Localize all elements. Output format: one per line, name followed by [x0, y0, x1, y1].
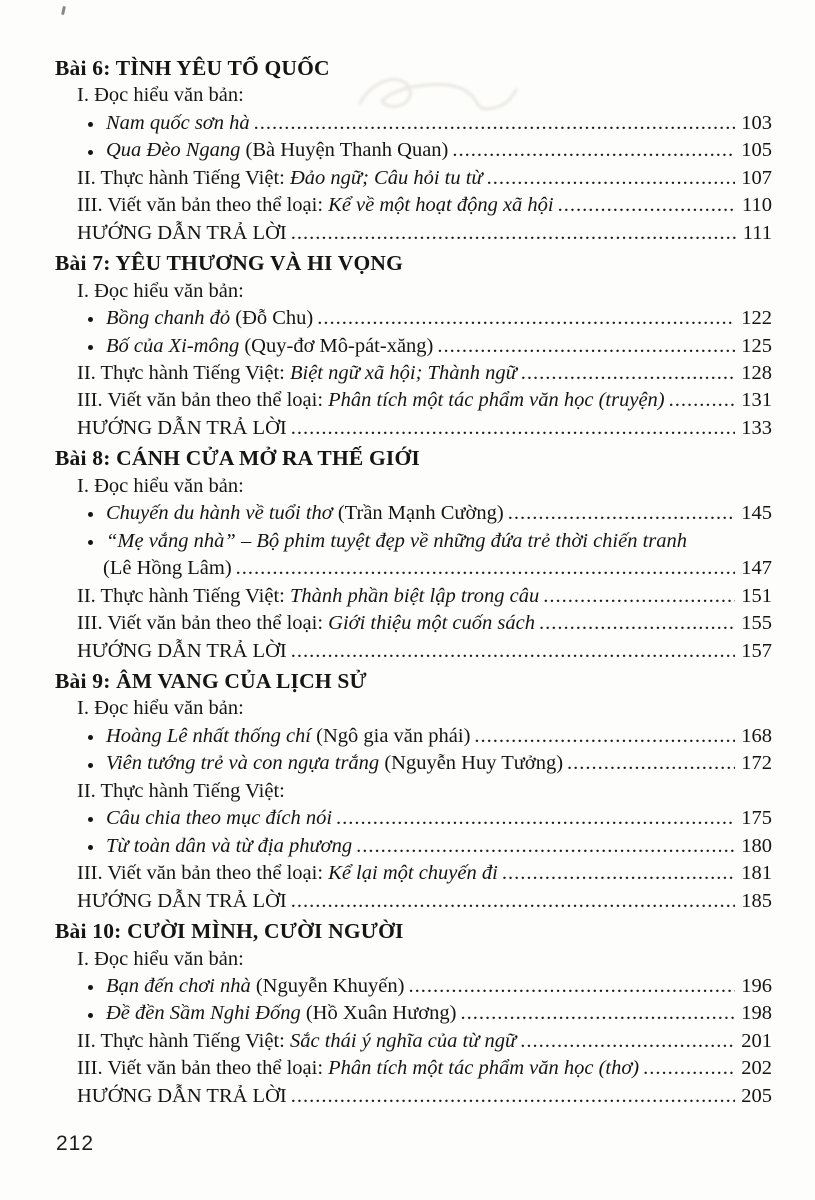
- entry-text: I. Đọc hiểu văn bản:: [77, 84, 244, 107]
- section-heading: Bài 6: TÌNH YÊU TỔ QUỐC: [55, 56, 330, 80]
- dot-leader: [567, 750, 735, 777]
- bullet-icon: [88, 763, 93, 768]
- dot-leader: [558, 192, 736, 219]
- dot-leader: [669, 387, 736, 414]
- toc-entry: [55, 555, 772, 582]
- dot-leader: [356, 833, 735, 860]
- bullet-icon: [88, 540, 93, 545]
- dot-leader: [521, 360, 735, 387]
- toc-entry: [55, 110, 772, 137]
- dot-leader: [487, 165, 736, 192]
- toc-entry: [55, 723, 772, 750]
- toc-entry: [55, 1055, 772, 1082]
- toc-section: [55, 445, 772, 665]
- dot-leader: [291, 220, 736, 247]
- dot-leader: [452, 137, 735, 164]
- page-number: 128: [741, 361, 772, 384]
- toc-entry: [55, 750, 772, 777]
- bullet-icon: [88, 150, 93, 155]
- section-heading: Bài 8: CÁNH CỬA MỞ RA THẾ GIỚI: [55, 446, 420, 471]
- entry-text: III. Viết văn bản theo thể loại: Kể lại một chuyến đi: [77, 862, 498, 885]
- bullet-icon: [88, 735, 93, 740]
- toc-entry: [55, 833, 772, 860]
- dot-leader: [291, 638, 736, 665]
- page-number: 131: [741, 389, 772, 412]
- folio: 212: [56, 1132, 95, 1155]
- toc-entry: [55, 946, 772, 973]
- toc-section: [55, 668, 772, 915]
- toc-entry: [55, 500, 772, 527]
- bullet-icon: [88, 845, 93, 850]
- page-number: 185: [741, 889, 772, 912]
- page-number: 196: [741, 974, 772, 997]
- page-number: 103: [741, 111, 772, 134]
- toc-entry: [55, 305, 772, 332]
- toc-entry: [55, 165, 772, 192]
- page-number: 198: [741, 1002, 772, 1025]
- entry-text: Bồng chanh đỏ (Đỗ Chu): [106, 307, 314, 330]
- page-number: 201: [741, 1029, 772, 1052]
- entry-text: Qua Đèo Ngang (Bà Huyện Thanh Quan): [106, 139, 449, 162]
- page-number: 202: [741, 1057, 772, 1080]
- page-number: 175: [741, 807, 772, 830]
- dot-leader: [236, 555, 736, 582]
- page-number: 110: [742, 194, 772, 217]
- page-number: 133: [741, 416, 772, 439]
- page-number: 125: [741, 334, 772, 357]
- entry-text: I. Đọc hiểu văn bản:: [77, 947, 244, 970]
- toc-entry: [55, 278, 772, 305]
- toc-entry: [55, 610, 772, 637]
- entry-text: (Lê Hồng Lâm): [103, 557, 232, 580]
- page-number: 122: [741, 307, 772, 330]
- entry-text: II. Thực hành Tiếng Việt:: [77, 779, 285, 802]
- bullet-icon: [88, 317, 93, 322]
- toc-entry: [55, 860, 772, 887]
- entry-text: I. Đọc hiểu văn bản:: [77, 474, 244, 497]
- toc-entry: [55, 805, 772, 832]
- entry-text: III. Viết văn bản theo thể loại: Kể về một hoạt động xã hội: [77, 194, 554, 217]
- page-number: 151: [741, 584, 772, 607]
- page-number: 157: [741, 639, 772, 662]
- entry-text: “Mẹ vắng nhà” – Bộ phim tuyệt đẹp về những đứa trẻ thời chiến tranh: [106, 529, 688, 552]
- page-number: 105: [741, 139, 772, 162]
- bullet-icon: [88, 122, 93, 127]
- toc-entry: [55, 415, 772, 442]
- entry-text: HƯỚNG DẪN TRẢ LỜI: [77, 416, 287, 439]
- dot-leader: [437, 333, 735, 360]
- toc-section: [55, 250, 772, 442]
- dot-leader: [520, 1028, 735, 1055]
- entry-text: I. Đọc hiểu văn bản:: [77, 279, 244, 302]
- entry-text: Viên tướng trẻ và con ngựa trắng (Nguyễn Huy Tưởng): [106, 752, 564, 775]
- entry-text: HƯỚNG DẪN TRẢ LỜI: [77, 639, 287, 662]
- toc: [55, 55, 772, 1110]
- entry-text: III. Viết văn bản theo thể loại: Phân tích một tác phẩm văn học (truyện): [77, 389, 665, 412]
- toc-entry: [55, 638, 772, 665]
- page-number: 145: [741, 502, 772, 525]
- section-heading: Bài 7: YÊU THƯƠNG VÀ HI VỌNG: [55, 251, 404, 276]
- dot-leader: [408, 973, 735, 1000]
- toc-entry: [55, 137, 772, 164]
- dot-leader: [254, 110, 736, 137]
- toc-entry: [55, 333, 772, 360]
- entry-text: HƯỚNG DẪN TRẢ LỜI: [77, 889, 287, 912]
- dot-leader: [543, 583, 735, 610]
- ink-speck: [61, 6, 66, 15]
- page-number: 168: [741, 724, 772, 747]
- toc-entry: [55, 973, 772, 1000]
- toc-section: [55, 55, 772, 247]
- dot-leader: [336, 805, 735, 832]
- dot-leader: [291, 415, 736, 442]
- entry-text: Câu chia theo mục đích nói: [106, 807, 333, 830]
- page-number: 111: [742, 221, 772, 244]
- dot-leader: [291, 888, 736, 915]
- toc-entry: [55, 1083, 772, 1110]
- page-number: 205: [741, 1084, 772, 1107]
- page-number: 155: [741, 612, 772, 635]
- entry-text: Hoàng Lê nhất thống chí (Ngô gia văn phái): [106, 724, 471, 747]
- toc-entry: [55, 473, 772, 500]
- dot-leader: [502, 860, 735, 887]
- toc-entry: [55, 387, 772, 414]
- page-number: 147: [741, 557, 772, 580]
- dot-leader: [508, 500, 736, 527]
- entry-text: II. Thực hành Tiếng Việt: Đảo ngữ; Câu hỏi tu từ: [77, 166, 483, 189]
- page-number: 172: [741, 752, 772, 775]
- entry-text: Bạn đến chơi nhà (Nguyễn Khuyến): [106, 974, 405, 997]
- toc-entry: [55, 778, 772, 805]
- toc-entry: [55, 220, 772, 247]
- toc-entry: [55, 888, 772, 915]
- bullet-icon: [88, 345, 93, 350]
- toc-entry: [55, 583, 772, 610]
- dot-leader: [460, 1000, 735, 1027]
- toc-entry: [55, 82, 772, 109]
- entry-text: II. Thực hành Tiếng Việt: Biệt ngữ xã hội; Thành ngữ: [77, 361, 517, 384]
- page-number: 107: [741, 166, 772, 189]
- page-number: 180: [741, 834, 772, 857]
- toc-entry: [55, 1000, 772, 1027]
- dot-leader: [643, 1055, 735, 1082]
- entry-text: Từ toàn dân và từ địa phương: [106, 834, 353, 857]
- entry-text: II. Thực hành Tiếng Việt: Thành phần biệt lập trong câu: [77, 584, 540, 607]
- bullet-icon: [88, 817, 93, 822]
- entry-text: HƯỚNG DẪN TRẢ LỜI: [77, 221, 287, 244]
- dot-leader: [474, 723, 735, 750]
- dot-leader: [291, 1083, 736, 1110]
- dot-leader: [539, 610, 735, 637]
- bullet-icon: [88, 985, 93, 990]
- entry-text: I. Đọc hiểu văn bản:: [77, 697, 244, 720]
- toc-entry: [55, 1028, 772, 1055]
- entry-text: HƯỚNG DẪN TRẢ LỜI: [77, 1084, 287, 1107]
- entry-text: III. Viết văn bản theo thể loại: Phân tích một tác phẩm văn học (thơ): [77, 1057, 640, 1080]
- entry-text: III. Viết văn bản theo thể loại: Giới thiệu một cuốn sách: [77, 612, 535, 635]
- toc-entry: [55, 695, 772, 722]
- section-heading: Bài 10: CƯỜI MÌNH, CƯỜI NGƯỜI: [55, 919, 404, 944]
- section-heading: Bài 9: ÂM VANG CỦA LỊCH SỬ: [55, 668, 367, 693]
- entry-text: Đề đền Sầm Nghi Đống (Hồ Xuân Hương): [106, 1002, 457, 1025]
- toc-section: [55, 918, 772, 1110]
- page-number: 181: [741, 862, 772, 885]
- entry-text: Bố của Xi-mông (Quy-đơ Mô-pát-xăng): [106, 334, 434, 357]
- bullet-icon: [88, 1013, 93, 1018]
- toc-entry: [55, 528, 772, 555]
- toc-entry: [55, 360, 772, 387]
- bullet-icon: [88, 512, 93, 517]
- toc-entry: [55, 192, 772, 219]
- entry-text: Chuyến du hành về tuổi thơ (Trần Mạnh Cường): [106, 502, 504, 525]
- dot-leader: [317, 305, 735, 332]
- entry-text: Nam quốc sơn hà: [106, 111, 250, 134]
- entry-text: II. Thực hành Tiếng Việt: Sắc thái ý nghĩa của từ ngữ: [77, 1029, 517, 1052]
